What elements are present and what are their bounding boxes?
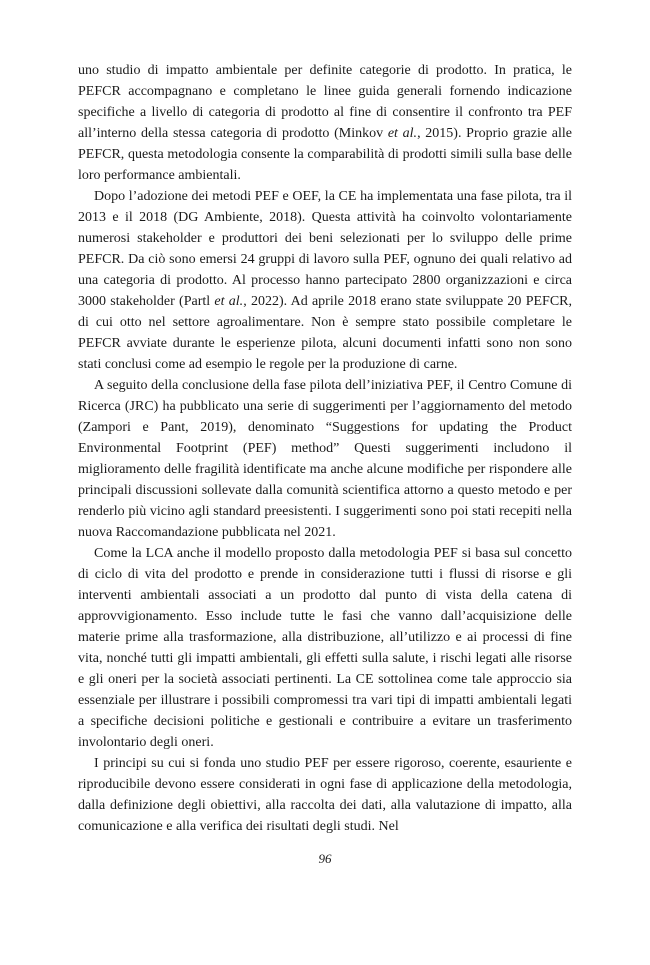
paragraph-3	[78, 375, 572, 543]
page-number: 96	[318, 851, 332, 866]
body-text	[78, 60, 572, 837]
paragraph-2-text-a: Dopo l’adozione dei metodi PEF e OEF, la CE ha implementata una fase pilota, tra il 2013 e il 2018 (DG Ambiente, 2018). Questa attività ha coinvolto volontariamente numerosi stakeholder e produttori dei beni selezionati per lo sviluppo delle prime PEFCR. Da ciò sono emersi 24 gruppi di lavoro sulla PEF, ognuno dei quali relativo ad una categoria di prodotto. Al processo hanno partecipato 2800 organizzazioni e circa 3000 stakeholder (Partl	[78, 189, 572, 309]
paragraph-2-citation-italic: et al.	[214, 294, 244, 309]
paragraph-2-text-b: , 2022). Ad aprile 2018 erano state sviluppate 20 PEFCR, di cui otto nel settore agroalimentare. Non è sempre stato possibile completare le PEFCR avviate durante le esperienze pilota, alcuni documenti infatti sono non sono stati conclusi come ad esempio le regole per la produzione di carne.	[78, 294, 572, 372]
paragraph-1-citation-italic: et al.	[387, 126, 418, 141]
paragraph-2	[78, 186, 572, 375]
paragraph-3-text: A seguito della conclusione della fase pilota dell’iniziativa PEF, il Centro Comune di Ricerca (JRC) ha pubblicato una serie di suggerimenti per l’aggiornamento del metodo (Zampori e Pant, 2019), denominato “Suggestions for updating the Product Environmental Footprint (PEF) method” Questi suggerimenti includono il miglioramento delle fragilità identificate ma anche alcune modifiche per rispondere alle principali discussioni sollevate dalla comunità scientifica attorno a questo metodo e per renderlo più vicino agli standard preesistenti. I suggerimenti sono poi stati recepiti nella nuova Raccomandazione pubblicata nel 2021.	[78, 378, 572, 540]
paragraph-4-text: Come la LCA anche il modello proposto dalla metodologia PEF si basa sul concetto di ciclo di vita del prodotto e prende in considerazione tutti i flussi di risorse e gli interventi ambientali associati a un prodotto dal punto di vista della catena di approvvigionamento. Esso include tutte le fasi che vanno dall’acquisizione delle materie prime alla trasformazione, alla distribuzione, all’utilizzo e ai processi di fine vita, nonché tutti gli impatti ambientali, gli effetti sulla salute, i rischi legati alle risorse e gli oneri per la società associati pertinenti. La CE sottolinea come tale approccio sia essenziale per illustrare i possibili compromessi tra vari tipi di impatti ambientali legati a specifiche decisioni politiche e gestionali e contribuire a evitare un trasferimento involontario degli oneri.	[78, 546, 572, 750]
paragraph-4	[78, 543, 572, 753]
paragraph-1-text-a: uno studio di impatto ambientale per definite categorie di prodotto. In pratica, le PEFCR accompagnano e completano le linee guida generali fornendo indicazione specifiche a livello di categoria di prodotto al fine di consentire il confronto tra PEF all’interno della stessa categoria di prodotto (Minkov	[78, 63, 572, 141]
paragraph-5-text: I principi su cui si fonda uno studio PEF per essere rigoroso, coerente, esauriente e riproducibile devono essere considerati in ogni fase di applicazione della metodologia, dalla definizione degli obiettivi, alla raccolta dei dati, alla valutazione di impatto, alla comunicazione e alla verifica dei risultati degli studi. Nel	[78, 756, 572, 834]
paragraph-1	[78, 60, 572, 186]
paragraph-1-text-b: , 2015). Proprio grazie alle PEFCR, questa metodologia consente la comparabilità di prodotti simili sulla base delle loro performance ambientali.	[78, 126, 572, 183]
paragraph-5	[78, 753, 572, 837]
